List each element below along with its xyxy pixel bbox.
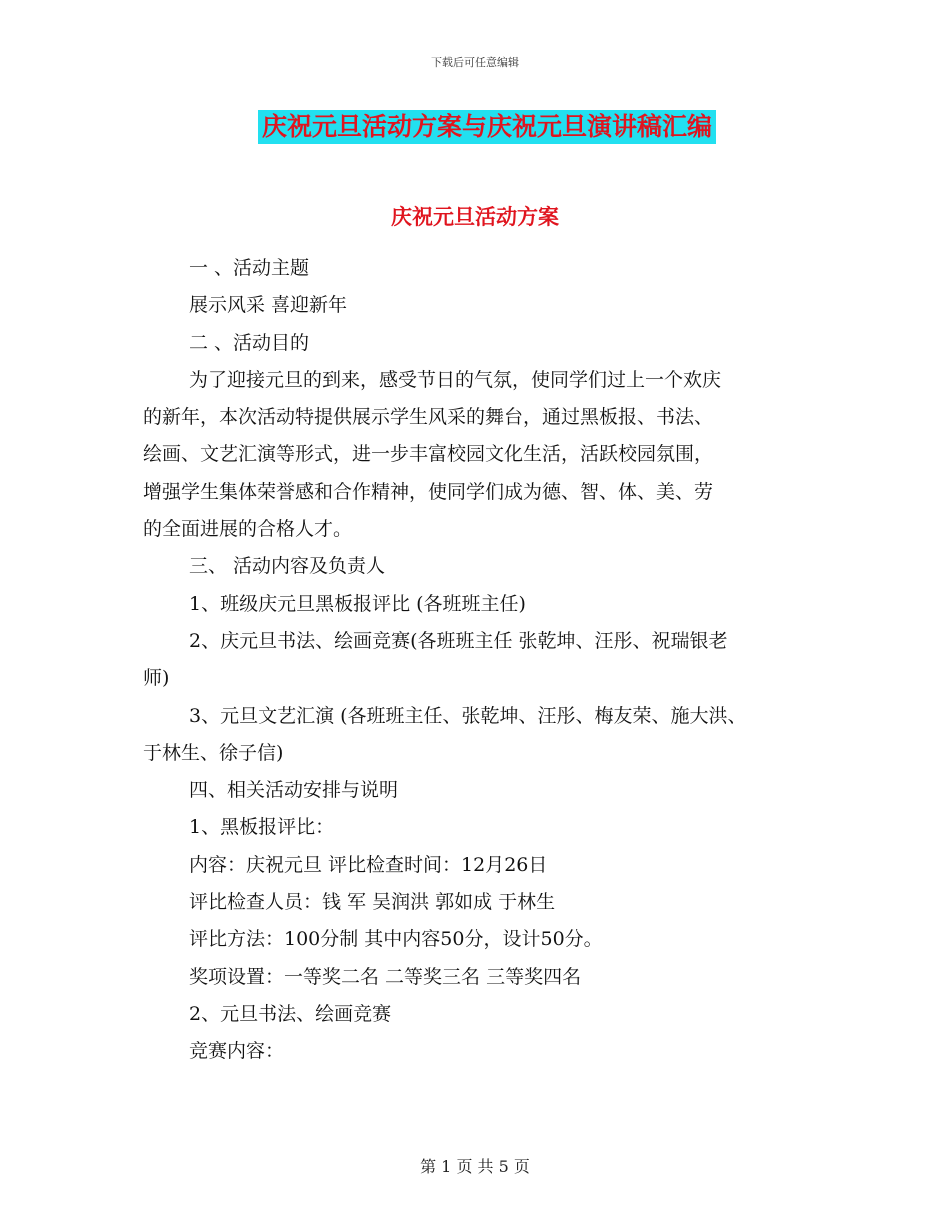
list-item: 3、元旦文艺汇演 (各班班主任、张乾坤、汪彤、梅友荣、施大洪、 [189,704,747,727]
paragraph-line: 增强学生集体荣誉感和合作精神，使同学们成为德、智、体、美、劳 [143,480,714,503]
list-item: 2、庆元旦书法、绘画竞赛(各班班主任 张乾坤、汪彤、祝瑞银老 [189,629,728,652]
list-item-continuation: 师) [143,667,170,690]
heading-theme: 一 、活动主题 [189,257,310,279]
paragraph-line: 绘画、文艺汇演等形式，进一步丰富校园文化生活，活跃校园氛围， [143,443,714,466]
detail-line: 评比检查人员：钱 军 吴润洪 郭如成 于林生 [189,891,556,914]
paragraph-line: 为了迎接元旦的到来，感受节日的气氛，使同学们过上一个欢庆 [189,368,722,391]
list-item: 2、元旦书法、绘画竞赛 [189,1002,392,1025]
paragraph-line: 的全面进展的合格人才。 [143,518,353,541]
detail-line: 评比方法：100分制 其中内容50分，设计50分。 [189,928,603,951]
list-item: 1、班级庆元旦黑板报评比 (各班班主任) [189,592,526,615]
paragraph-line: 的新年，本次活动特提供展示学生风采的舞台，通过黑板报、书法、 [143,406,714,429]
theme-text: 展示风采 喜迎新年 [189,294,348,317]
document-body [143,250,833,1071]
heading-arrangement: 四、相关活动安排与说明 [189,779,399,802]
detail-line: 竞赛内容： [189,1040,285,1063]
list-item-continuation: 于林生、徐子信) [143,741,284,764]
section-title: 庆祝元旦活动方案 [391,204,559,229]
header-note: 下载后可任意编辑 [431,56,519,69]
detail-line: 内容：庆祝元旦 评比检查时间：12月26日 [189,853,548,876]
page-number: 第 1 页 共 5 页 [420,1157,530,1176]
detail-line: 奖项设置：一等奖二名 二等奖三名 三等奖四名 [189,965,582,988]
heading-content: 三、 活动内容及负责人 [189,555,386,578]
document-title: 庆祝元旦活动方案与庆祝元旦演讲稿汇编 [258,110,716,144]
heading-purpose: 二 、活动目的 [189,331,310,354]
list-item: 1、黑板报评比： [189,816,335,839]
